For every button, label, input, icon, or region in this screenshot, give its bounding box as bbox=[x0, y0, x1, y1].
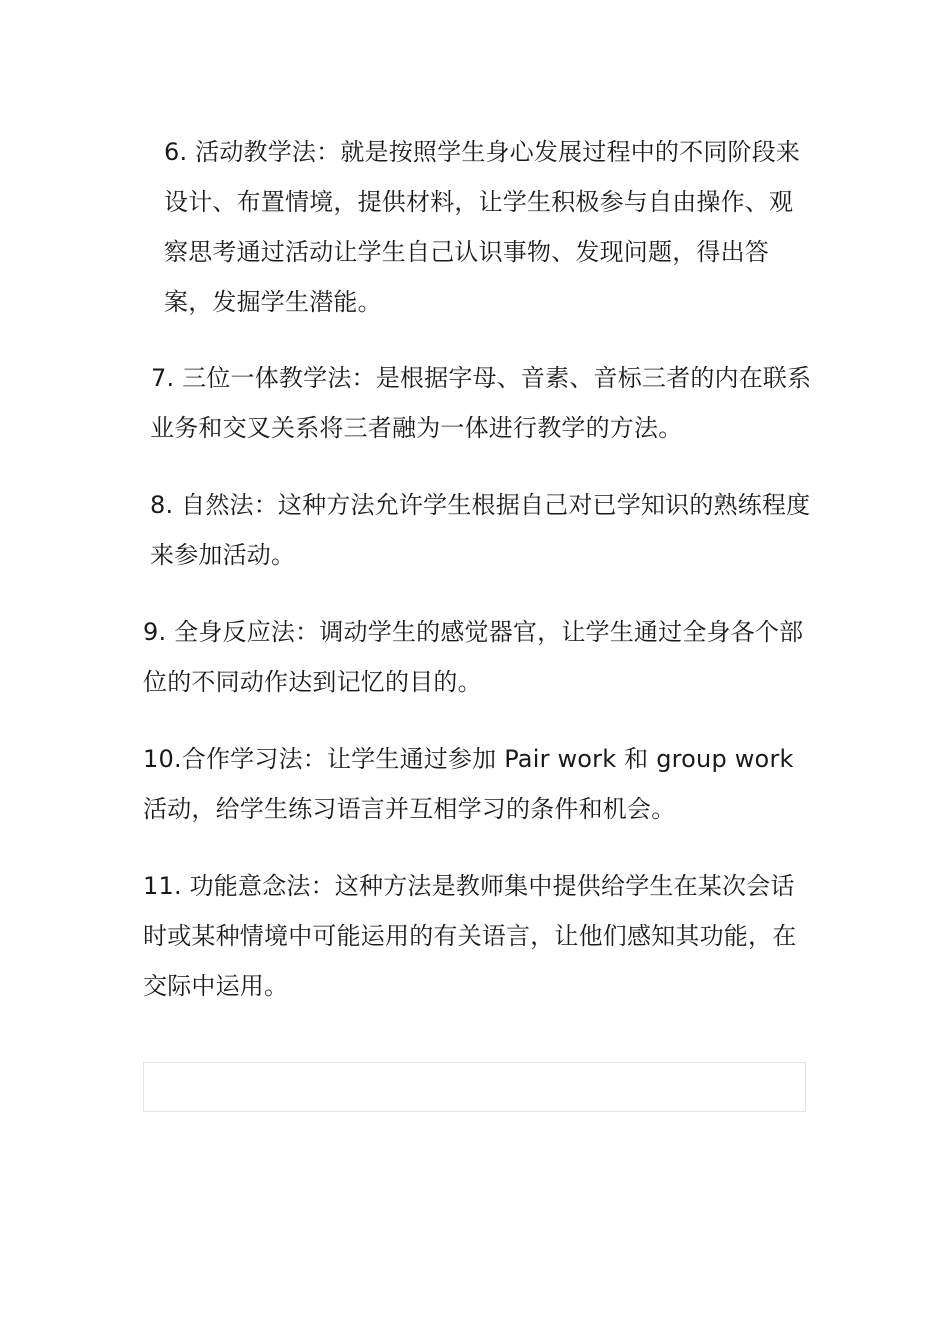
paragraph-natural-method: 8. 自然法：这种方法允许学生根据自己对已学知识的熟练程度来参加活动。 bbox=[150, 491, 811, 569]
paragraph-activity-method: 6. 活动教学法：就是按照学生身心发展过程中的不同阶段来设计、布置情境，提供材料，让学生积极参与自由操作、观察思考通过活动让学生自己认识事物、发现问题，得出答案，发掘学生潜能。 bbox=[164, 138, 801, 316]
empty-text-box bbox=[143, 1062, 806, 1112]
paragraph-trinity-method: 7. 三位一体教学法：是根据字母、音素、音标三者的内在联系业务和交叉关系将三者融为一体进行教学的方法。 bbox=[150, 364, 812, 442]
paragraph-total-physical-response: 9. 全身反应法：调动学生的感觉器官，让学生通过全身各个部位的不同动作达到记忆的目的。 bbox=[143, 618, 804, 696]
paragraph-cooperative-learning: 10.合作学习法：让学生通过参加 Pair work 和 group work 活动，给学生练习语言并互相学习的条件和机会。 bbox=[143, 745, 794, 823]
paragraph-functional-notional: 11. 功能意念法：这种方法是教师集中提供给学生在某次会话时或某种情境中可能运用的有关语言，让他们感知其功能，在交际中运用。 bbox=[143, 872, 797, 1000]
